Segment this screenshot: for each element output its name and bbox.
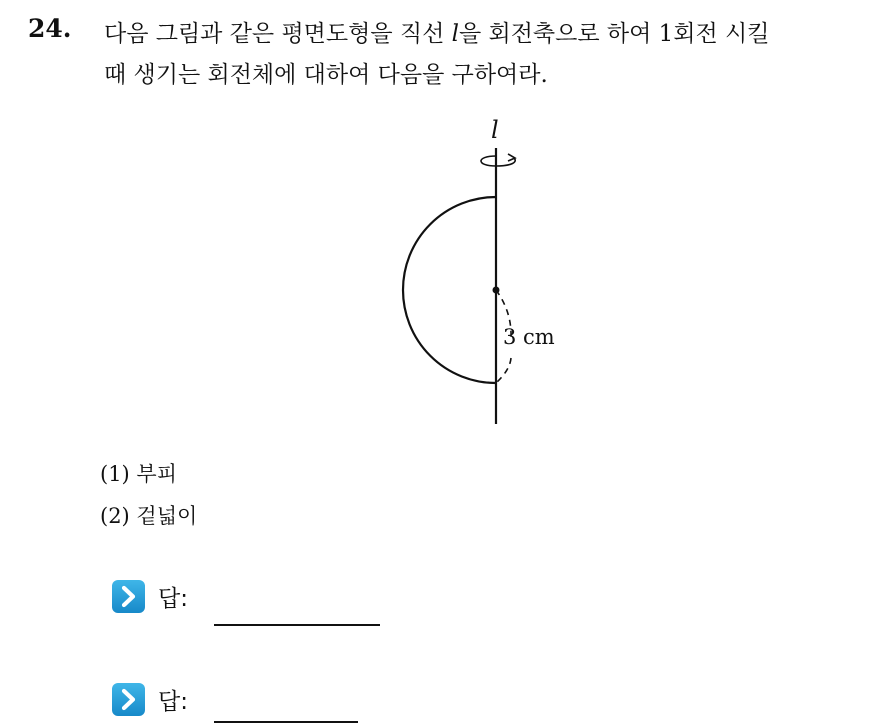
- answer-blank-2[interactable]: [214, 721, 358, 723]
- semicircle-arc: [403, 197, 496, 383]
- subquestion-volume: (1) 부피: [100, 462, 177, 486]
- chevron-right-icon-glyph: [112, 683, 145, 716]
- semicircle-diagram: [380, 112, 590, 432]
- answer-blank-1[interactable]: [214, 624, 380, 626]
- question-text-line-2: 때 생기는 회전체에 대하여 다음을 구하여라.: [104, 62, 548, 88]
- answer-label: 답:: [158, 586, 188, 612]
- chevron-right-icon-glyph: [112, 580, 145, 613]
- radius-label: 3 cm: [503, 325, 555, 349]
- rotation-arrow-icon: [481, 156, 515, 166]
- axis-label: l: [491, 116, 499, 144]
- question-text-part: 다음 그림과 같은 평면도형을 직선: [104, 21, 452, 47]
- radius-brace-lower: [496, 358, 511, 383]
- question-number: 24.: [28, 14, 72, 43]
- question-text-line-1: [104, 15, 769, 48]
- question-text-part: 을 회전축으로 하여 1회전 시킬: [458, 21, 770, 47]
- rotation-figure: [380, 112, 590, 432]
- axis-variable: l: [451, 21, 459, 47]
- arrowhead-icon: [508, 154, 515, 161]
- answer-label: 답:: [158, 689, 188, 715]
- chevron-right-icon: [112, 580, 145, 613]
- subquestion-surface-area: (2) 겉넓이: [100, 504, 198, 528]
- chevron-right-icon: [112, 683, 145, 716]
